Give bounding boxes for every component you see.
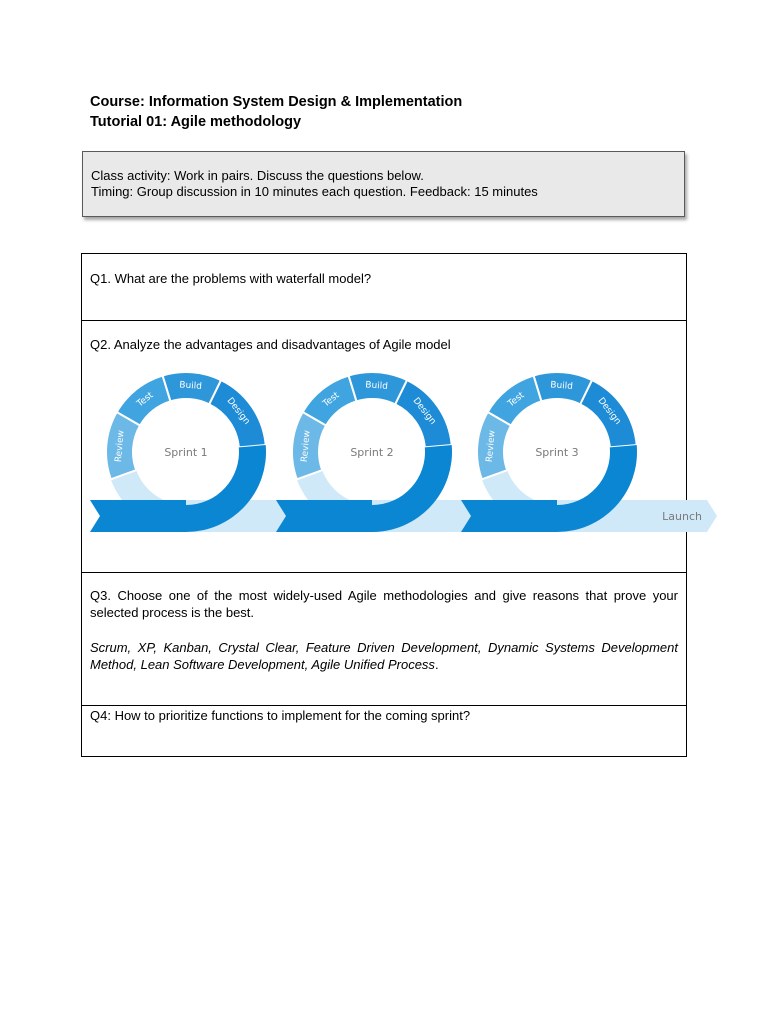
stage-label-review: Review: [484, 429, 498, 463]
methodologies-period: .: [434, 657, 439, 672]
methodologies-names: Scrum, XP, Kanban, Crystal Clear, Feature Driven Development, Dynamic Systems Development Method, Lean Software Development, Agile Unified Process: [90, 640, 678, 672]
sprint-cycle-3: [461, 372, 717, 532]
stage-label-build: Build: [364, 380, 389, 392]
sprint-label: Sprint 1: [164, 446, 208, 459]
agile-methodologies-list: [90, 639, 678, 673]
stage-label-design: Design: [595, 396, 623, 427]
launch-arrow: [90, 500, 186, 532]
question-2: [82, 321, 702, 573]
question-2-text: Q2. Analyze the advantages and disadvantages of Agile model: [90, 337, 451, 352]
stage-label-test: Test: [135, 390, 156, 410]
stage-label-build: Build: [549, 380, 574, 392]
question-3: [82, 573, 686, 706]
question-4-text: Q4: How to prioritize functions to implement for the coming sprint?: [90, 708, 471, 723]
question-1: [82, 254, 686, 321]
activity-timing: Timing: Group discussion in 10 minutes each question. Feedback: 15 minutes: [91, 184, 538, 199]
launch-arrow: [276, 500, 372, 532]
questions-table: [81, 253, 702, 757]
stage-label-review: Review: [299, 429, 313, 463]
class-activity-box: [82, 151, 685, 217]
question-3-text: Q3. Choose one of the most widely-used Agile methodologies and give reasons that prove your selected process is the best.: [90, 588, 678, 620]
launch-label: Launch: [662, 510, 702, 523]
sprint-label: Sprint 3: [535, 446, 579, 459]
stage-label-test: Test: [321, 390, 342, 410]
stage-label-test: Test: [506, 390, 527, 410]
stage-label-design: Design: [410, 396, 438, 427]
course-title: Course: Information System Design & Implementation: [90, 94, 463, 110]
launch-arrow: [461, 500, 557, 532]
stage-label-build: Build: [178, 380, 203, 392]
agile-sprint-diagram: [82, 321, 702, 571]
question-1-text: Q1. What are the problems with waterfall model?: [90, 271, 372, 286]
question-4: [82, 706, 686, 756]
activity-instructions: Class activity: Work in pairs. Discuss the questions below.: [91, 168, 424, 183]
stage-label-review: Review: [113, 429, 127, 463]
stage-label-design: Design: [224, 396, 252, 427]
sprint-label: Sprint 2: [350, 446, 394, 459]
tutorial-title: Tutorial 01: Agile methodology: [90, 114, 302, 130]
